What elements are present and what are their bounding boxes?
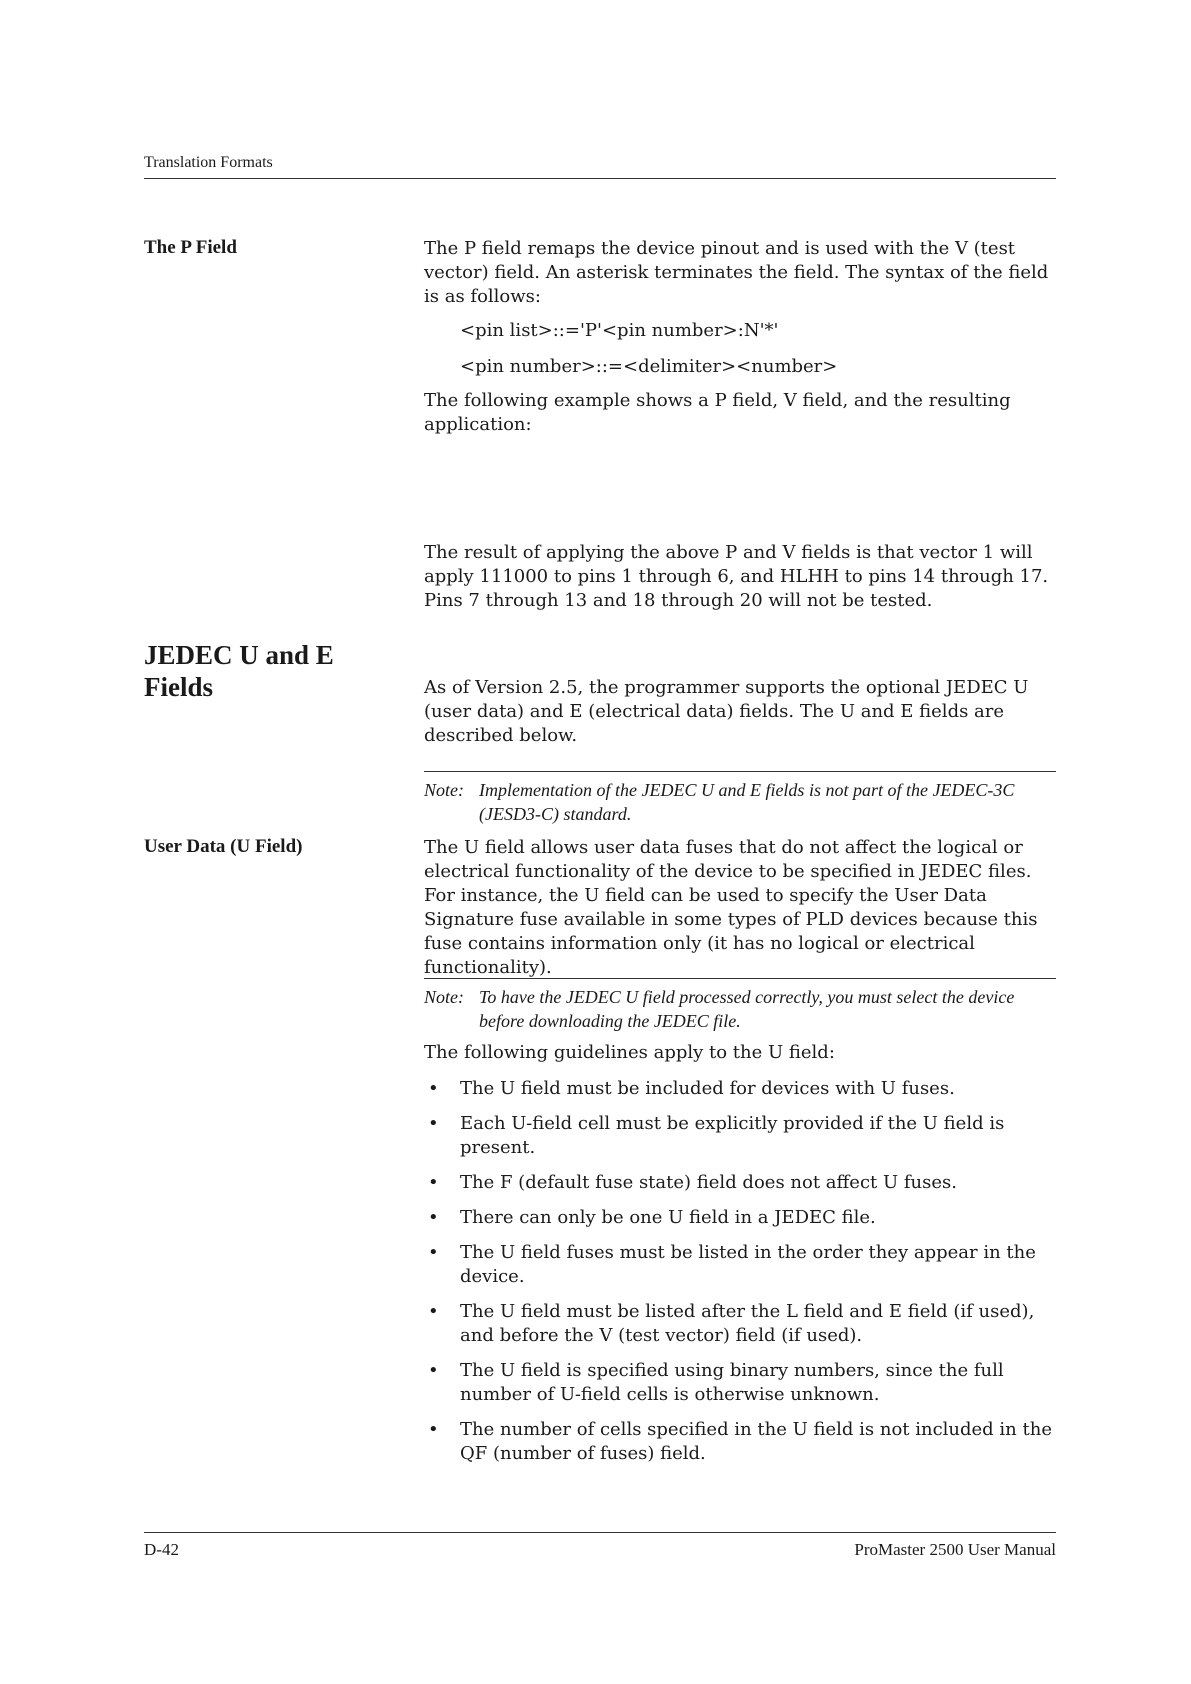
list-item: • The number of cells specified in the U field is not included in the QF (number of fuses) field. — [424, 1418, 1056, 1466]
note1-text: Implementation of the JEDEC U and E fields is not part of the JEDEC-3C (JESD3-C) standard. — [479, 780, 1015, 824]
footer-rule — [144, 1532, 1056, 1533]
syntax-line-1: <pin list>::='P'<pin number>:N'*' — [460, 320, 779, 341]
list-item: • The U field is specified using binary numbers, since the full number of U-field cells is otherwise unknown. — [424, 1359, 1056, 1407]
p-field-heading: The P Field — [144, 237, 237, 258]
page-number: D-42 — [144, 1540, 179, 1559]
note1-label: Note: — [424, 780, 464, 800]
user-data-heading: User Data (U Field) — [144, 836, 303, 857]
list-item: • Each U-field cell must be explicitly provided if the U field is present. — [424, 1112, 1056, 1160]
running-header: Translation Formats — [144, 154, 273, 171]
note1-rule — [424, 771, 1056, 772]
jedec-heading-line1: JEDEC U and E — [144, 640, 334, 670]
header-rule — [144, 178, 1056, 179]
p-field-intro: The P field remaps the device pinout and is used with the V (test vector) field. An asterisk terminates the field. The syntax of the field is as follows: — [424, 238, 1049, 307]
guidelines-intro: The following guidelines apply to the U field: — [424, 1042, 835, 1063]
jedec-intro: As of Version 2.5, the programmer supports the optional JEDEC U (user data) and E (electrical data) fields. The U and E fields are described below. — [424, 677, 1029, 746]
list-item: • There can only be one U field in a JEDEC file. — [424, 1206, 1056, 1230]
guidelines-list — [424, 1077, 1056, 1477]
list-item: • The U field must be listed after the L field and E field (if used), and before the V (test vector) field (if used). — [424, 1300, 1056, 1348]
note2-text: To have the JEDEC U field processed correctly, you must select the device before downloading the JEDEC file. — [479, 987, 1015, 1031]
list-item: • The F (default fuse state) field does not affect U fuses. — [424, 1171, 1056, 1195]
jedec-heading-line2: Fields — [144, 672, 214, 702]
note2-rule — [424, 978, 1056, 979]
note2-label: Note: — [424, 987, 464, 1007]
user-data-intro: The U field allows user data fuses that do not affect the logical or electrical functionality of the device to be specified in JEDEC files. For instance, the U field can be used to specify the User Data Signature fuse available in some types of PLD devices because this fuse contains information only (it has no logical or electrical functionality). — [424, 837, 1038, 978]
manual-title: ProMaster 2500 User Manual — [854, 1540, 1056, 1559]
jedec-heading — [144, 639, 334, 703]
example-intro: The following example shows a P field, V field, and the resulting application: — [424, 390, 1011, 435]
p-field-result: The result of applying the above P and V fields is that vector 1 will apply 111000 to pins 1 through 6, and HLHH to pins 14 through 17. Pins 7 through 13 and 18 through 20 will not be tested. — [424, 542, 1049, 611]
list-item: • The U field must be included for devices with U fuses. — [424, 1077, 1056, 1101]
list-item: • The U field fuses must be listed in the order they appear in the device. — [424, 1241, 1056, 1289]
syntax-line-2: <pin number>::=<delimiter><number> — [460, 356, 838, 377]
